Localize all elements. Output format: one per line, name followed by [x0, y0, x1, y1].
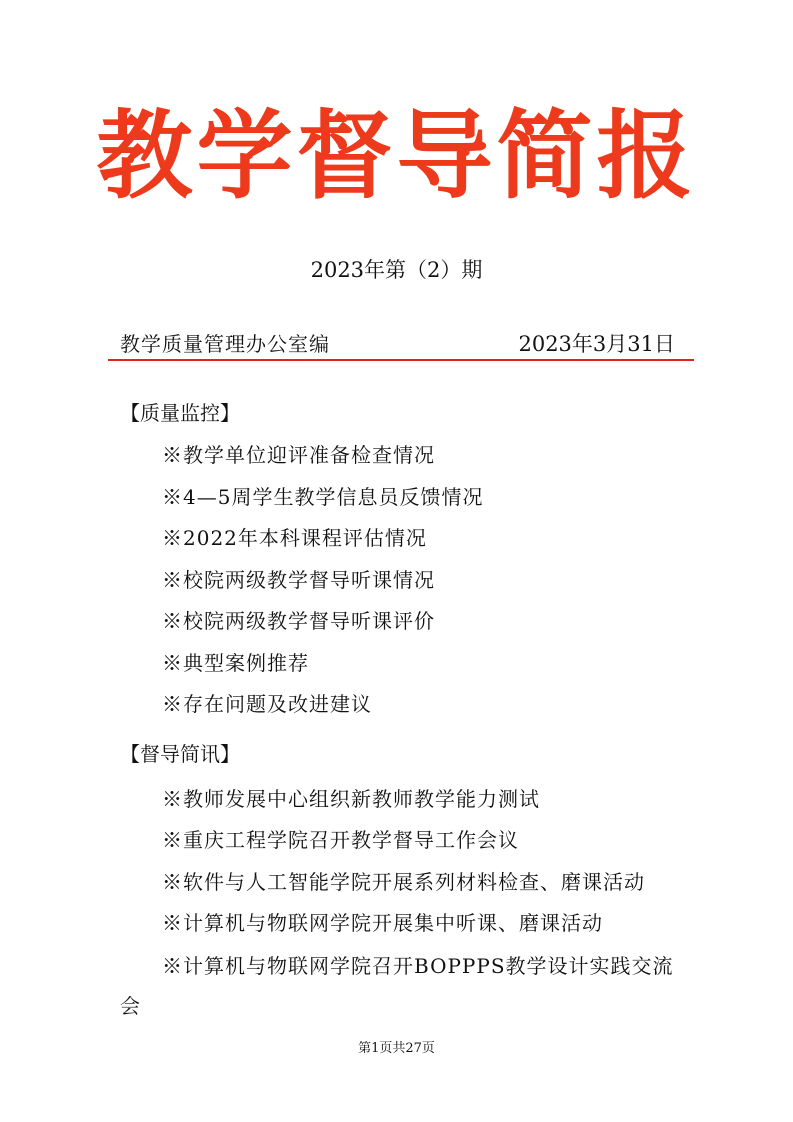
list-item: ※校院两级教学督导听课评价 — [162, 609, 435, 633]
issue-number: 2023年第（2）期 — [310, 258, 483, 282]
editor-line: 教学质量管理办公室编 — [120, 332, 330, 356]
list-item: ※计算机与物联网学院召开BOPPPS教学设计实践交流 — [162, 954, 674, 978]
masthead-title: 教学督导简报 — [96, 100, 697, 212]
list-item: ※2022年本科课程评估情况 — [162, 526, 427, 550]
list-item: ※计算机与物联网学院开展集中听课、磨课活动 — [162, 911, 603, 935]
list-item-continuation: 会 — [120, 994, 140, 1018]
list-item: ※重庆工程学院召开教学督导工作会议 — [162, 828, 519, 852]
list-item: ※典型案例推荐 — [162, 651, 309, 675]
section-heading-supervision-news: 【督导简讯】 — [120, 742, 240, 766]
list-item: ※教学单位迎评准备检查情况 — [162, 443, 435, 467]
list-item: ※校院两级教学督导听课情况 — [162, 568, 435, 592]
list-item: ※教师发展中心组织新教师教学能力测试 — [162, 787, 540, 811]
list-item: ※软件与人工智能学院开展系列材料检查、磨课活动 — [162, 870, 645, 894]
page-footer: 第1页共27页 — [358, 1041, 435, 1056]
publish-date: 2023年3月31日 — [518, 332, 675, 356]
list-item: ※4—5周学生教学信息员反馈情况 — [162, 485, 484, 509]
list-item: ※存在问题及改进建议 — [162, 692, 372, 716]
header-rule — [108, 359, 694, 361]
section-heading-quality-monitoring: 【质量监控】 — [120, 401, 240, 425]
